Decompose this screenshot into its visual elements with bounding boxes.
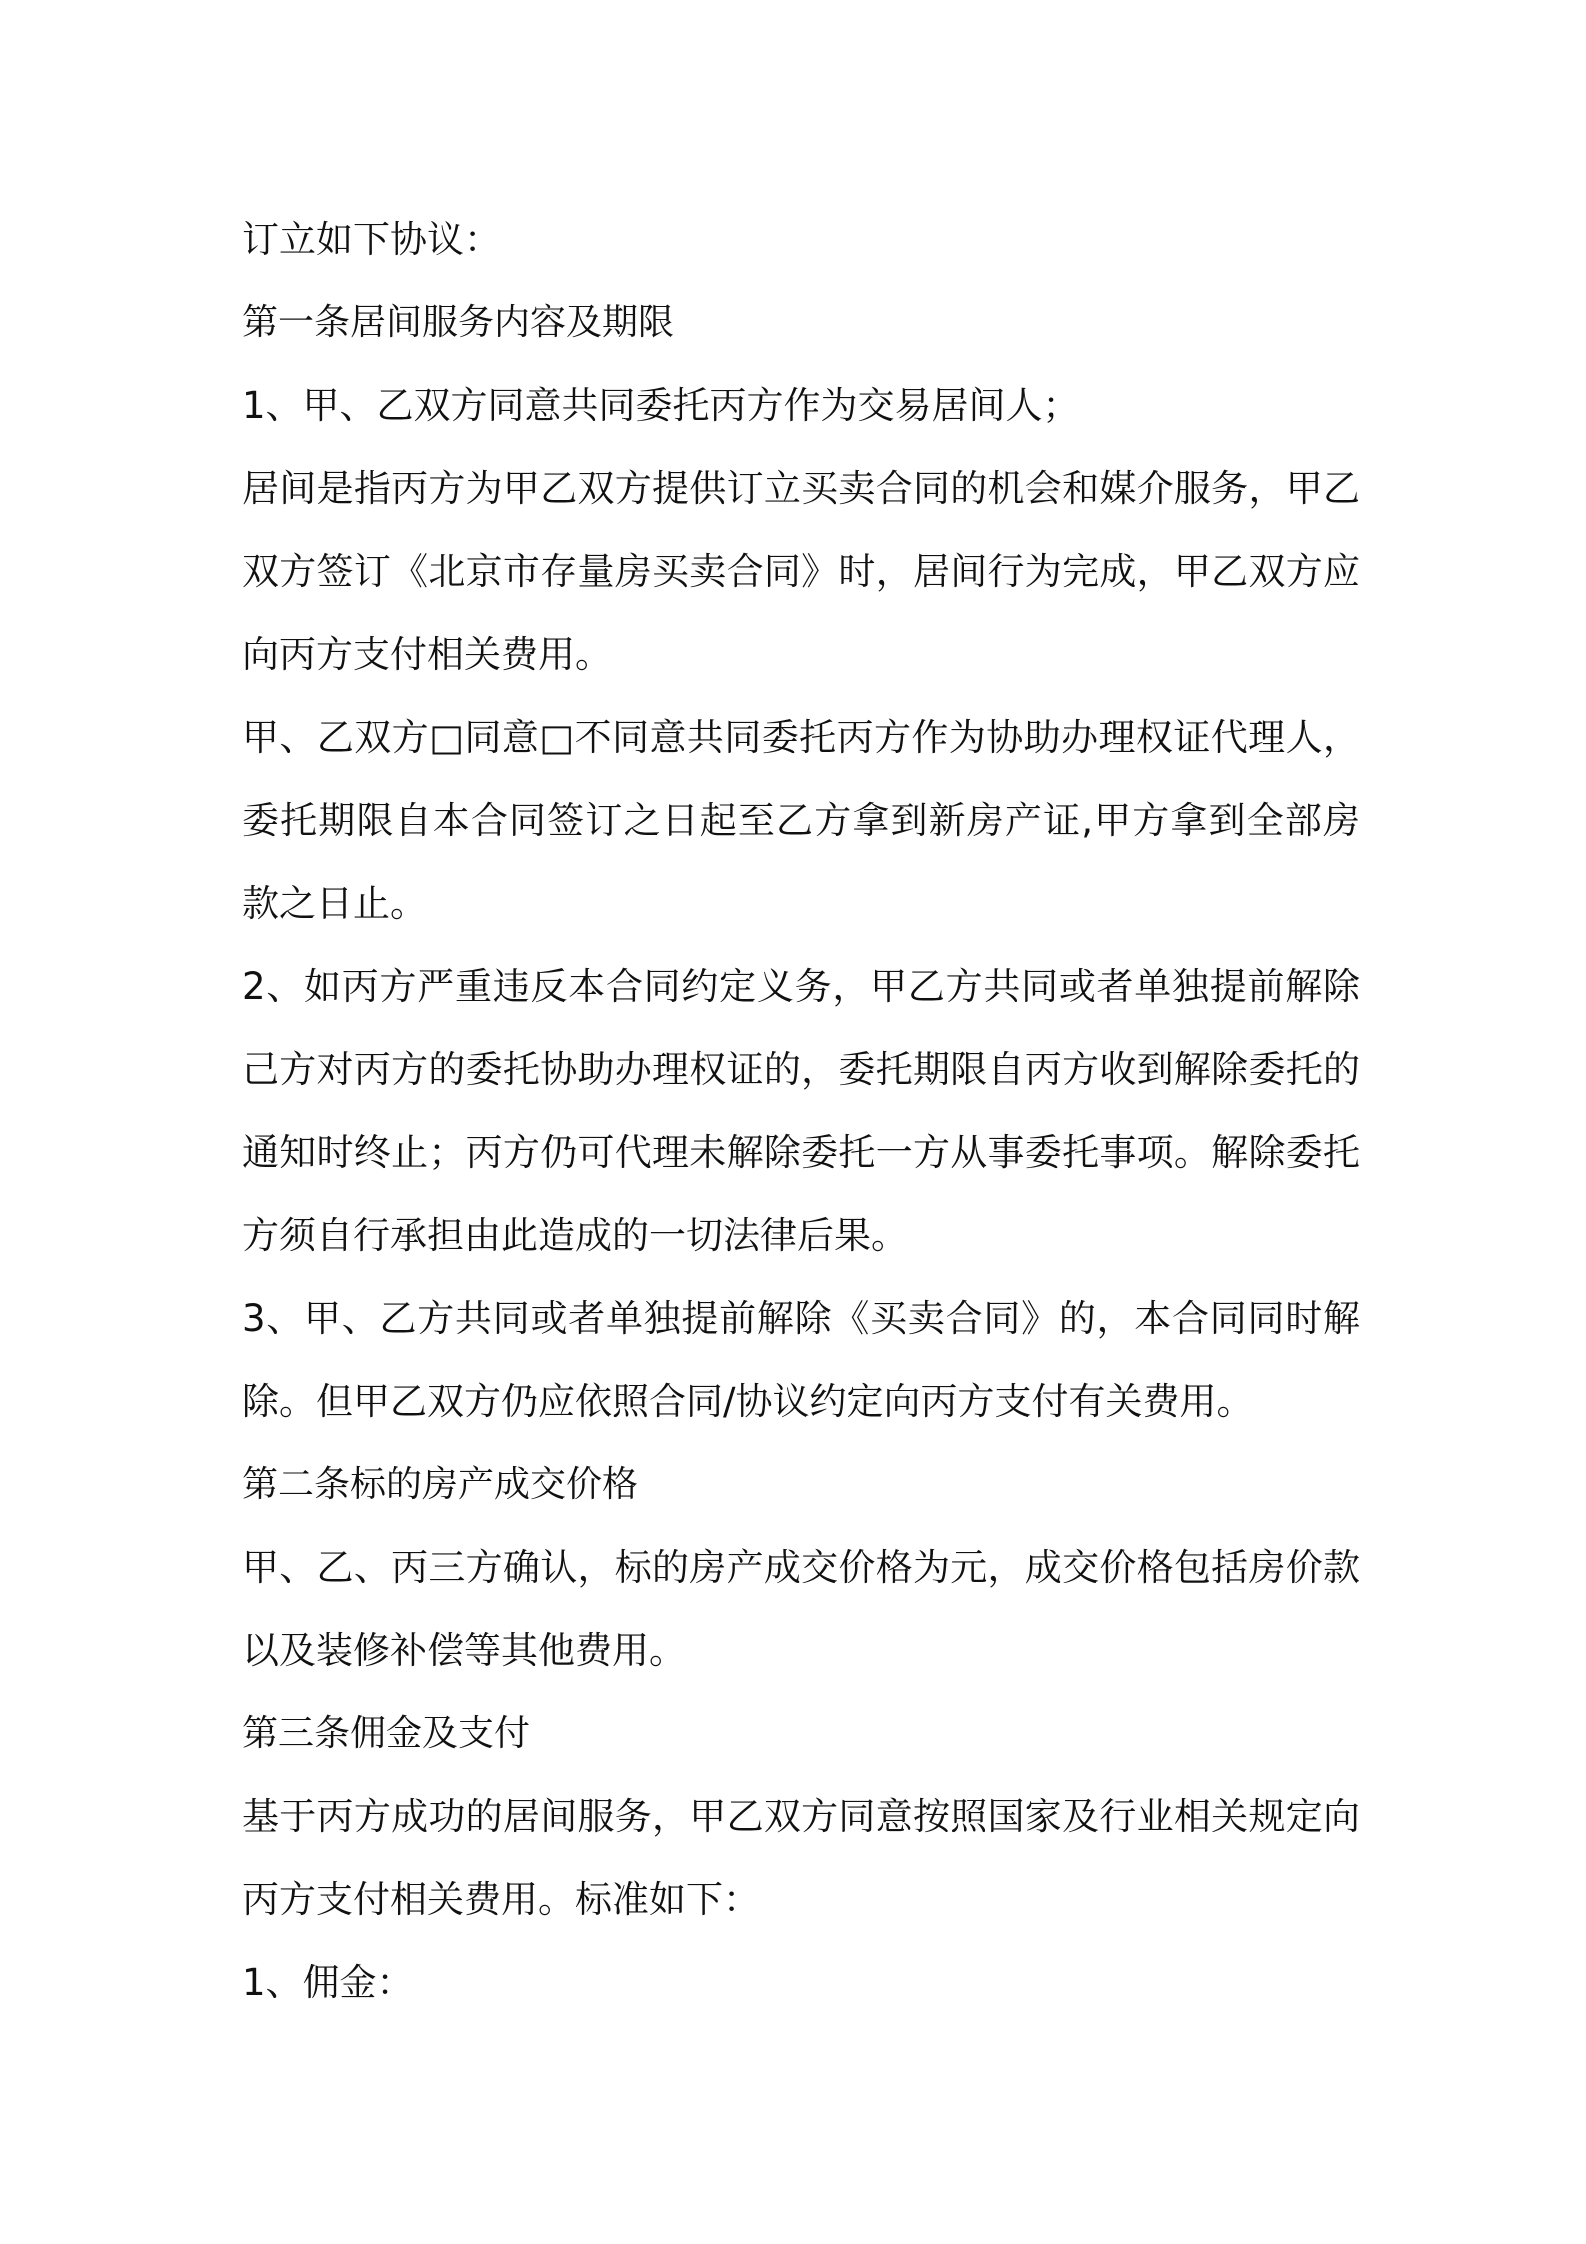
article-2-heading: 第二条标的房产成交价格 xyxy=(242,1464,639,1505)
article-1-clause-2: 2、如丙方严重违反本合同约定义务，甲乙方共同或者单独提前解除己方对丙方的委托协助办理权证的，委托期限自丙方收到解除委托的通知时终止；丙方仍可代理未解除委托一方从事委托事项。解除委托方须自行承担由此造成的一切法律后果。 xyxy=(242,965,1360,1257)
article-1-agency-option: 甲、乙双方□同意□不同意共同委托丙方作为协助办理权证代理人，委托期限自本合同签订之日起至乙方拿到新房产证,甲方拿到全部房款之日止。 xyxy=(242,716,1360,925)
article-3-item-1: 1、佣金： xyxy=(242,1961,414,2004)
article-2-body: 甲、乙、丙三方确认，标的房产成交价格为元，成交价格包括房价款以及装修补偿等其他费用。 xyxy=(242,1546,1360,1672)
article-1-clause-1: 1、甲、乙双方同意共同委托丙方作为交易居间人； xyxy=(242,384,1080,427)
article-1-heading: 第一条居间服务内容及期限 xyxy=(242,302,675,343)
intro-line: 订立如下协议： xyxy=(242,218,501,261)
document-body xyxy=(242,198,1360,2024)
article-3-heading: 第三条佣金及支付 xyxy=(242,1713,531,1754)
article-1-clause-3: 3、甲、乙方共同或者单独提前解除《买卖合同》的，本合同同时解除。但甲乙双方仍应依照合同/协议约定向丙方支付有关费用。 xyxy=(242,1297,1360,1423)
article-3-body: 基于丙方成功的居间服务，甲乙双方同意按照国家及行业相关规定向丙方支付相关费用。标准如下： xyxy=(242,1795,1360,1921)
article-1-definition: 居间是指丙方为甲乙双方提供订立买卖合同的机会和媒介服务，甲乙双方签订《北京市存量房买卖合同》时，居间行为完成，甲乙双方应向丙方支付相关费用。 xyxy=(242,467,1360,676)
